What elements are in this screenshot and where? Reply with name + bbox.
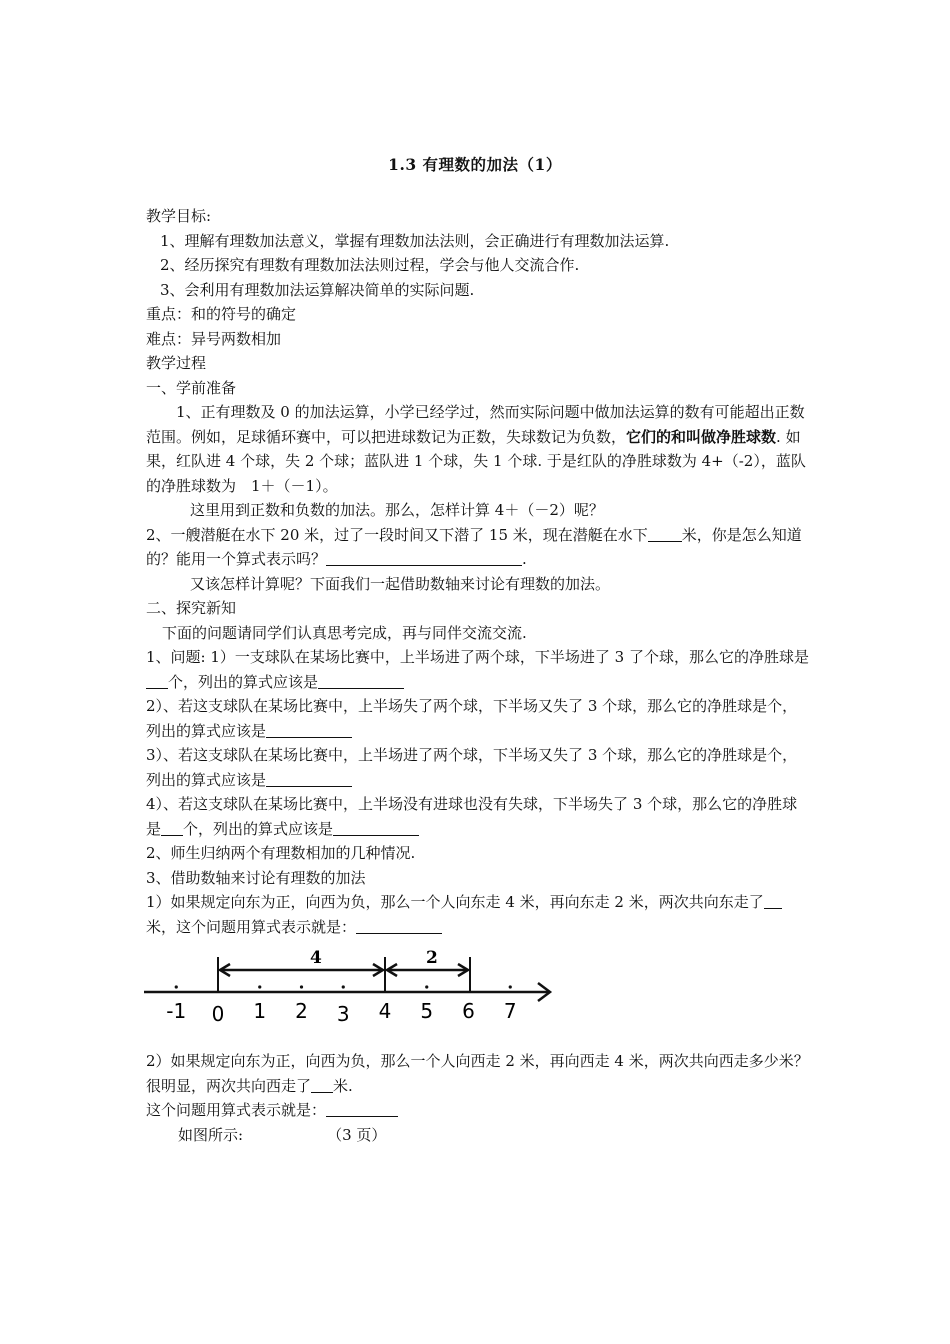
arrow-label-4: 4 [310,948,322,968]
number-line-figure [144,939,810,1049]
answer-blank[interactable] [161,821,183,836]
answer-blank[interactable] [333,821,419,836]
question-4 [146,792,810,841]
para-text: 米. [333,1076,353,1095]
para-text: 米，这个问题用算式表示就是： [146,917,357,936]
para-text: 1）如果规定向东为正，向西为负，那么一个人向东走 4 米，再向东走 2 米，两次共向东走了 [146,893,764,911]
page-title: 1.3 有理数的加法（1） [388,155,562,174]
goal-item: 1、理解有理数加法意义，掌握有理数加法法则，会正确进行有理数加法运算. [160,231,670,250]
question-3 [146,743,810,792]
tick-label: 0 [211,1002,225,1026]
para-text: 2）、若这支球队在某场比赛中，上半场失了两个球，下半场又失了 3 个球，那么它的净胜球是个，列出的算式应该是 [146,697,798,740]
tick-label: 1 [253,999,267,1023]
answer-blank[interactable] [326,1102,398,1117]
tick-label: 4 [378,999,392,1023]
example-2-formula [146,1098,810,1123]
answer-blank[interactable] [266,723,352,738]
answer-blank[interactable] [356,919,442,934]
para-text: 1、问题: 1）一支球队在某场比赛中，上半场进了两个球，下半场进了 3 了个球，那么它的净胜球是 [146,648,809,666]
para-text: 米，你是怎么知道的？能用一个算式表示吗？ [146,525,802,568]
arrow-label-2: 2 [426,948,438,968]
para-text: 这个问题用算式表示就是： [146,1101,327,1119]
goal-item: 3、会利用有理数加法运算解决简单的实际问题. [160,280,475,299]
answer-blank[interactable] [311,1078,333,1093]
para-text: 个，列出的算式应该是 [168,672,319,691]
para-text: . [522,550,527,568]
tick-dot [258,985,261,988]
para-text: . 如果，红队进 4 个球，失 2 个球；蓝队进 1 个球，失 1 个球. 于是红队的净胜球数为 4+（-2），蓝队的净胜球数为 1＋（－1）。 [146,427,806,495]
para-text: 2、一艘潜艇在水下 20 米，过了一段时间又下潜了 15 米，现在潜艇在水下 [146,525,648,544]
question-2 [146,694,810,743]
page-reference: （3 页） [327,1125,387,1144]
answer-blank[interactable] [146,674,168,689]
goal-item: 2、经历探究有理数有理数加法法则过程，学会与他人交流合作. [160,256,580,274]
summary-2: 2、师生归纳两个有理数相加的几种情况. [146,844,416,862]
tick-dot [509,985,512,988]
tick-dot [425,985,428,988]
document-body [146,204,810,1147]
section1-paragraph-2: 这里用到正数和负数的加法。那么，怎样计算 4＋（－2）呢？ [190,501,604,519]
tick-label: 5 [420,999,434,1023]
tick-dot [300,985,303,988]
example-1 [146,890,810,939]
figure-label: 如图所示: [178,1125,244,1144]
tick-label: 3 [336,1002,350,1026]
section1-heading: 一、学前准备 [146,378,237,397]
section2-heading: 二、探究新知 [146,599,237,617]
para-text: 1、正有理数及 0 的加法运算，小学已经学过，然而实际问题中做加法运算的数有可能超出正数范围。例如，足球循环赛中，可以把进球数记为正数，失球数记为负数， [146,403,805,446]
answer-blank[interactable] [326,551,522,566]
bold-definition: 它们的和叫做净胜球数 [626,427,777,446]
tick-label: 2 [295,999,308,1023]
difficulty: 难点：异号两数相加 [146,329,282,348]
example-2 [146,1049,810,1098]
summary-3: 3、借助数轴来讨论有理数的加法 [146,868,366,887]
para-text: 4）、若这支球队在某场比赛中，上半场没有进球也没有失球，下半场失了 3 个球，那么它的净胜球是 [146,795,798,838]
answer-blank[interactable] [266,772,352,787]
section1-paragraph-1 [146,400,810,498]
key-point: 重点：和的符号的确定 [146,305,297,323]
para-text: 3）、若这支球队在某场比赛中，上半场进了两个球，下半场又失了 3 个球，那么它的净胜球是个，列出的算式应该是 [146,746,798,789]
figure-line [146,1123,810,1148]
answer-blank[interactable] [318,674,404,689]
answer-blank[interactable] [648,527,682,542]
section1-paragraph-4: 又该怎样计算呢？下面我们一起借助数轴来讨论有理数的加法。 [190,574,611,593]
process-heading: 教学过程 [146,354,207,372]
goals-heading: 教学目标: [146,207,212,225]
section2-intro: 下面的问题请同学们认真思考完成，再与同伴交流交流. [162,623,527,642]
tick-dot [342,985,345,988]
question-1 [146,645,810,694]
tick-label: -1 [166,999,187,1023]
tick-dot [175,985,178,988]
tick-label: 6 [462,999,475,1023]
para-text: 2）如果规定向东为正，向西为负，那么一个人向西走 2 米，再向西走 4 米，两次共向西走多少米？很明显，两次共向西走了 [146,1052,809,1095]
para-text: 个，列出的算式应该是 [183,819,334,838]
number-line-svg [144,941,564,1031]
tick-label: 7 [503,999,517,1023]
answer-blank[interactable] [764,894,782,909]
section1-paragraph-3 [146,523,810,572]
